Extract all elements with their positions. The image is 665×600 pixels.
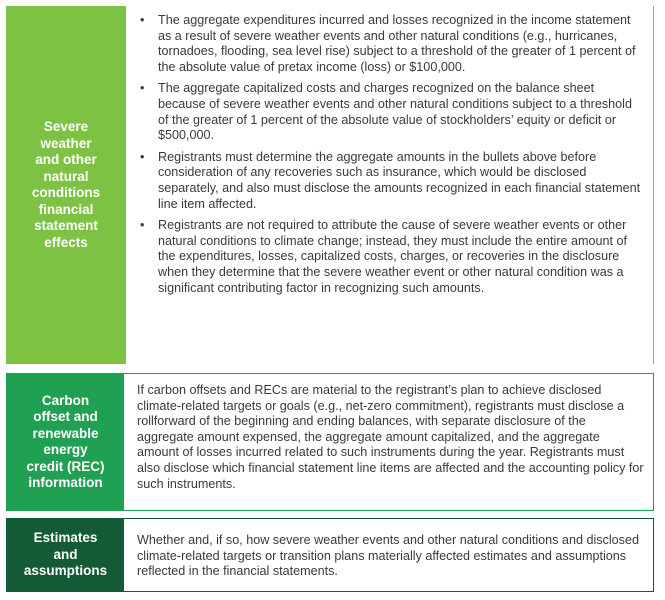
bullet-item: • The aggregate capitalized costs and charges recognized on the balance sheet because of severe weather events and other natural conditions subject to a threshold of the greater of 1 percent of the absolute value of stockholders’ equity or deficit or $500,000. bbox=[140, 81, 643, 143]
section-estimates bbox=[6, 518, 654, 592]
bullet-item: • Registrants are not required to attribute the cause of severe weather events or other natural conditions to climate change; instead, they must include the entire amount of the expenditures, losses, capitalized costs, charges, or recoveries in the disclosure when they determine that the severe weather event or other natural condition was a significant contributing factor in recognizing such amounts. bbox=[140, 218, 643, 296]
section-weather-effects bbox=[6, 6, 654, 364]
section-carbon-offset bbox=[6, 373, 654, 511]
section-label-text: Severe weather and other natural conditions financial statement effects bbox=[31, 119, 101, 250]
bullet-item: • Registrants must determine the aggregate amounts in the bullets above before consideration of any recoveries such as insurance, which would be disclosed separately, and also must disclose the amounts recognized in each financial statement line item affected. bbox=[140, 150, 643, 212]
section-label bbox=[7, 519, 124, 591]
section-label bbox=[7, 374, 124, 510]
section-label bbox=[6, 6, 126, 364]
section-content bbox=[126, 6, 653, 364]
section-label-text: Estimates and assumptions bbox=[23, 530, 108, 579]
bullet-item: • The aggregate expenditures incurred and losses recognized in the income statement as a result of severe weather events and other natural conditions (e.g., hurricanes, tornadoes, flooding, sea level rise) subject to a threshold of the greater of 1 percent of the absolute value of pretax income (loss) or $100,000. bbox=[140, 13, 643, 75]
section-label-text: Carbon offset and renewable energy credit (REC) information bbox=[26, 392, 105, 490]
section-content: If carbon offsets and RECs are material to the registrant’s plan to achieve disclosed climate-related targets or goals (e.g., net-zero commitment), registrants must disclose a rollforward of the beginning and ending balances, with separate disclosure of the aggregate amount expensed, the aggregate amount capitalized, and the aggregate amount of losses incurred related to such instruments during the year. Registrants must also disclose which financial statement line items are affected and the accounting policy for such instruments. bbox=[137, 383, 644, 491]
bullet-list bbox=[140, 13, 643, 296]
section-content: Whether and, if so, how severe weather events and other natural conditions and disclosed climate-related targets or transition plans materially affected estimates and assumptions reflected in the financial statements. bbox=[137, 533, 639, 579]
